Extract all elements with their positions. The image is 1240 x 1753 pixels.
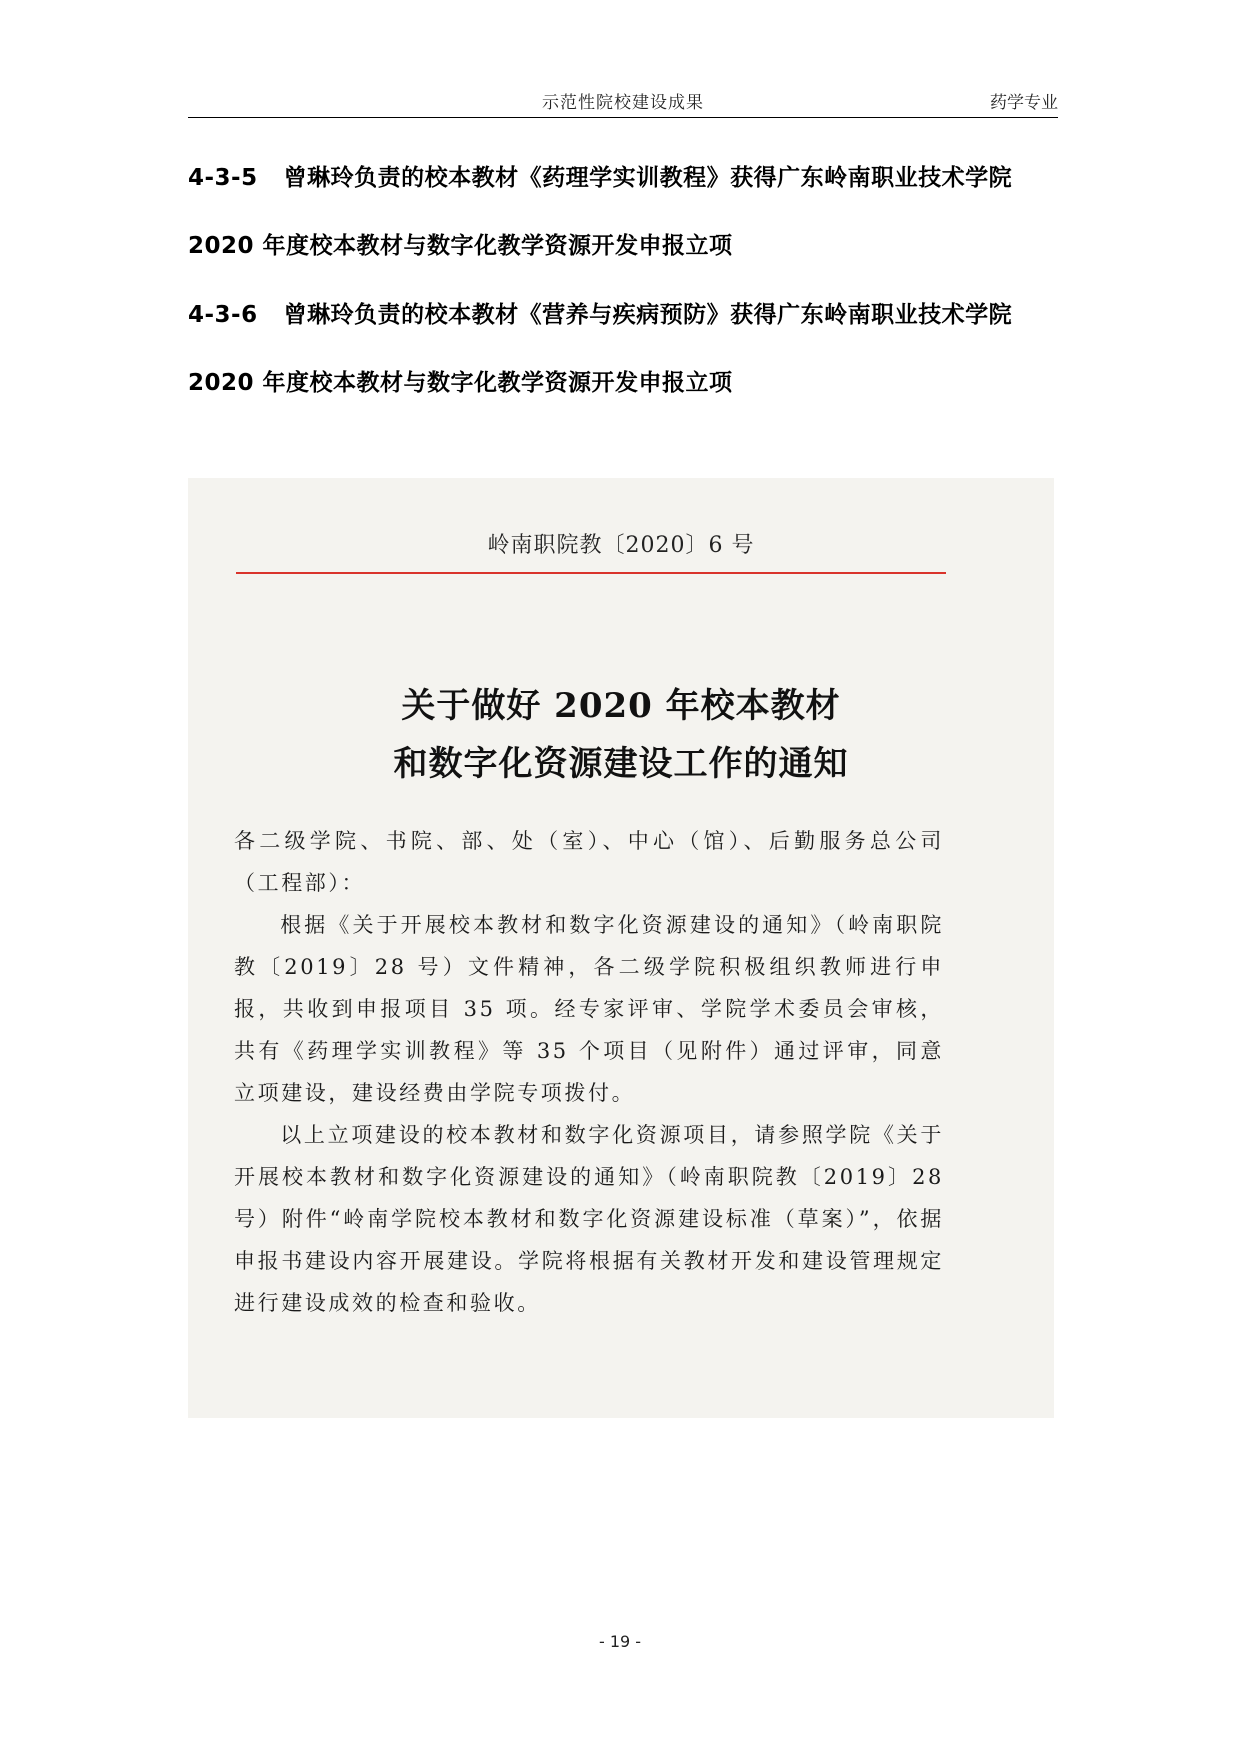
achievement-line-2: 2020 年度校本教材与数字化教学资源开发申报立项 (188, 233, 733, 259)
notice-body (234, 820, 944, 1324)
item-number: 4-3-6 (188, 302, 258, 328)
item-number: 4-3-5 (188, 165, 258, 191)
notice-salutation: 各二级学院、书院、部、处（室）、中心（馆）、后勤服务总公司（工程部）： (234, 829, 944, 895)
page-header (188, 78, 1058, 118)
item-text: 曾琳玲负责的校本教材《药理学实训教程》获得广东岭南职业技术学院 (283, 165, 1013, 191)
notice-title-line-2: 和数字化资源建设工作的通知 (393, 744, 849, 784)
achievement-line-2: 2020 年度校本教材与数字化教学资源开发申报立项 (188, 370, 733, 396)
document-number: 岭南职院教〔2020〕6 号 (487, 533, 755, 558)
achievement-line-1 (188, 281, 1058, 349)
notice-paragraph-1: 根据《关于开展校本教材和数字化资源建设的通知》（岭南职院教〔2019〕28 号）文件精神，各二级学院积极组织教师进行申报，共收到申报项目 35 项。经专家评审、学院学术委员会审核，共有《药理学实训教程》等 35 个项目（见附件）通过评审，同意立项建设，建设经费由学院专项拨付。 (234, 913, 944, 1105)
item-text: 曾琳玲负责的校本教材《营养与疾病预防》获得广东岭南职业技术学院 (283, 302, 1013, 328)
header-title: 示范性院校建设成果 (542, 93, 704, 113)
achievement-line-1 (188, 144, 1058, 212)
page-number: - 19 - (598, 1632, 642, 1651)
header-major: 药学专业 (990, 93, 1058, 113)
achievement-item (188, 144, 1058, 280)
notice-paragraph-2: 以上立项建设的校本教材和数字化资源项目，请参照学院《关于开展校本教材和数字化资源建设的通知》（岭南职院教〔2019〕28 号）附件“岭南学院校本教材和数字化资源建设标准（草案）”，依据申报书建设内容开展建设。学院将根据有关教材开发和建设管理规定进行建设成效的检查和验收。 (234, 1123, 944, 1315)
notice-title-line-1: 关于做好 2020 年校本教材 (401, 686, 841, 726)
scanned-notice-image (188, 478, 1054, 1418)
achievement-item (188, 281, 1058, 417)
red-header-rule (236, 572, 946, 574)
